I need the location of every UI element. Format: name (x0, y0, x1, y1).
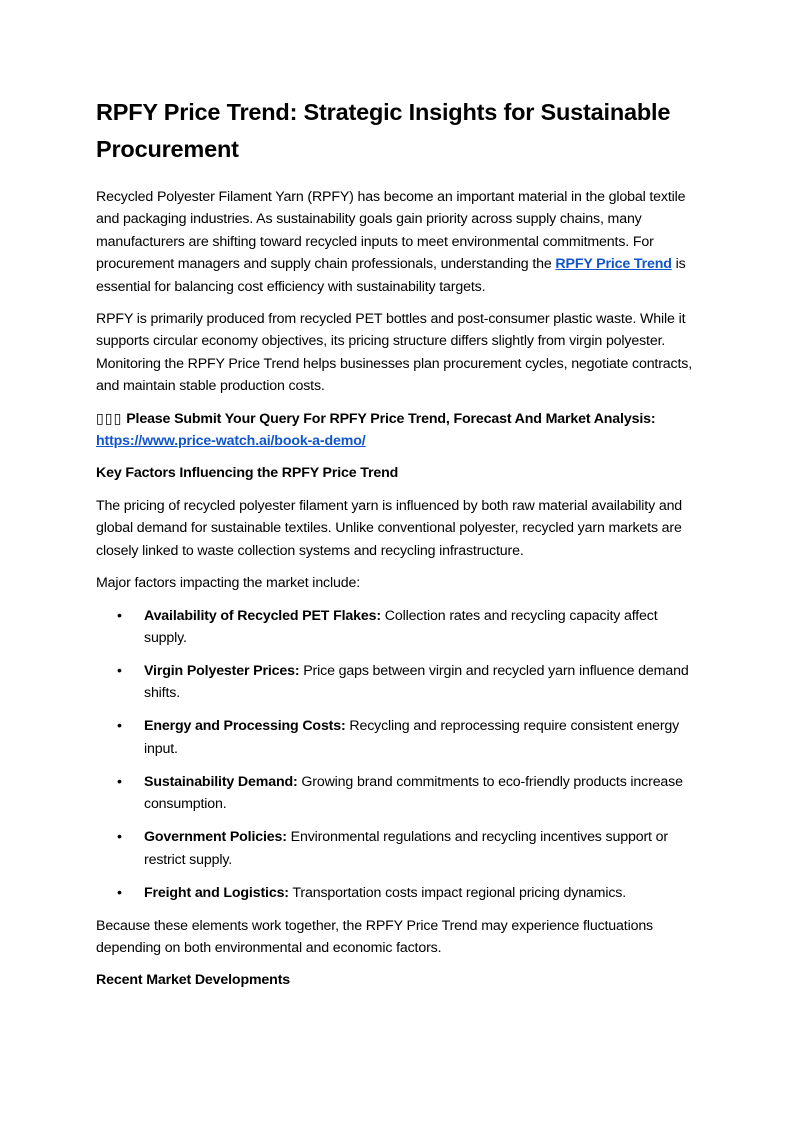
bullet-icon: • (117, 662, 122, 679)
factor-label: Government Policies: (144, 829, 287, 846)
closing-paragraph: Because these elements work together, the RPFY Price Trend may experience fluctuations depending on both environmental and economic factors. (96, 917, 654, 956)
bullet-icon: • (117, 829, 122, 846)
factor-text: Recycling and reprocessing require consistent energy input. (144, 718, 680, 757)
section-heading-key-factors: Key Factors Influencing the RPFY Price Trend (96, 465, 399, 482)
list-item (96, 660, 696, 705)
factor-text: Price gaps between virgin and recycled yarn influence demand shifts. (144, 662, 689, 702)
rpfy-price-trend-link[interactable]: RPFY Price Trend (555, 256, 672, 273)
factor-label: Sustainability Demand: (144, 773, 298, 790)
factor-text: Environmental regulations and recycling incentives support or restrict supply. (144, 829, 668, 868)
document-page (96, 94, 696, 1002)
factor-label: Virgin Polyester Prices: (144, 662, 300, 679)
placeholder-glyphs-icon: ▯▯▯ (96, 410, 123, 427)
bullet-icon: • (117, 773, 122, 790)
key-factors-paragraph: The pricing of recycled polyester filament yarn is influenced by both raw material availability and global demand for sustainable textiles. Unlike conventional polyester, recycled yarn markets are closely linked to waste collection systems and recycling infrastructure. (96, 497, 683, 559)
factors-list (96, 605, 696, 904)
query-callout (96, 408, 696, 453)
list-item (96, 771, 696, 816)
list-item (96, 715, 696, 760)
factor-label: Energy and Processing Costs: (144, 718, 346, 735)
production-paragraph: RPFY is primarily produced from recycled PET bottles and post-consumer plastic waste. While it supports circular economy objectives, its pricing structure differs slightly from virgin polyester. Monitoring the RPFY Price Trend helps businesses plan procurement cycles, negotiate contracts, and maintain stable production costs. (96, 311, 693, 395)
list-item (96, 882, 696, 904)
page-title: RPFY Price Trend: Strategic Insights for Sustainable Procurement (96, 99, 671, 162)
factor-text: Growing brand commitments to eco-friendly products increase consumption. (144, 773, 683, 813)
factor-text: Collection rates and recycling capacity affect supply. (144, 607, 658, 646)
intro-paragraph (96, 186, 696, 298)
factor-label: Freight and Logistics: (144, 884, 289, 901)
intro-text-before-link: Recycled Polyester Filament Yarn (RPFY) has become an important material in the global textile and packaging industries. As sustainability goals gain priority across supply chains, many manufacturers are shifting toward recycled inputs to meet environmental commitments. For procurement managers and supply chain professionals, understanding the (96, 189, 686, 273)
bullet-icon: • (117, 884, 122, 901)
factor-label: Availability of Recycled PET Flakes: (144, 607, 381, 624)
bullet-icon: • (117, 607, 122, 624)
book-demo-url-link[interactable]: https://www.price-watch.ai/book-a-demo/ (96, 433, 366, 450)
list-item (96, 605, 696, 650)
factors-intro: Major factors impacting the market include: (96, 575, 361, 592)
intro-text-after-link: is essential for balancing cost efficiency with sustainability targets. (96, 256, 686, 295)
bullet-icon: • (117, 718, 122, 735)
factor-text: Transportation costs impact regional pricing dynamics. (288, 884, 627, 901)
query-label: Please Submit Your Query For RPFY Price Trend, Forecast And Market Analysis: (126, 410, 656, 427)
list-item (96, 826, 696, 871)
section-heading-recent-developments: Recent Market Developments (96, 972, 291, 989)
